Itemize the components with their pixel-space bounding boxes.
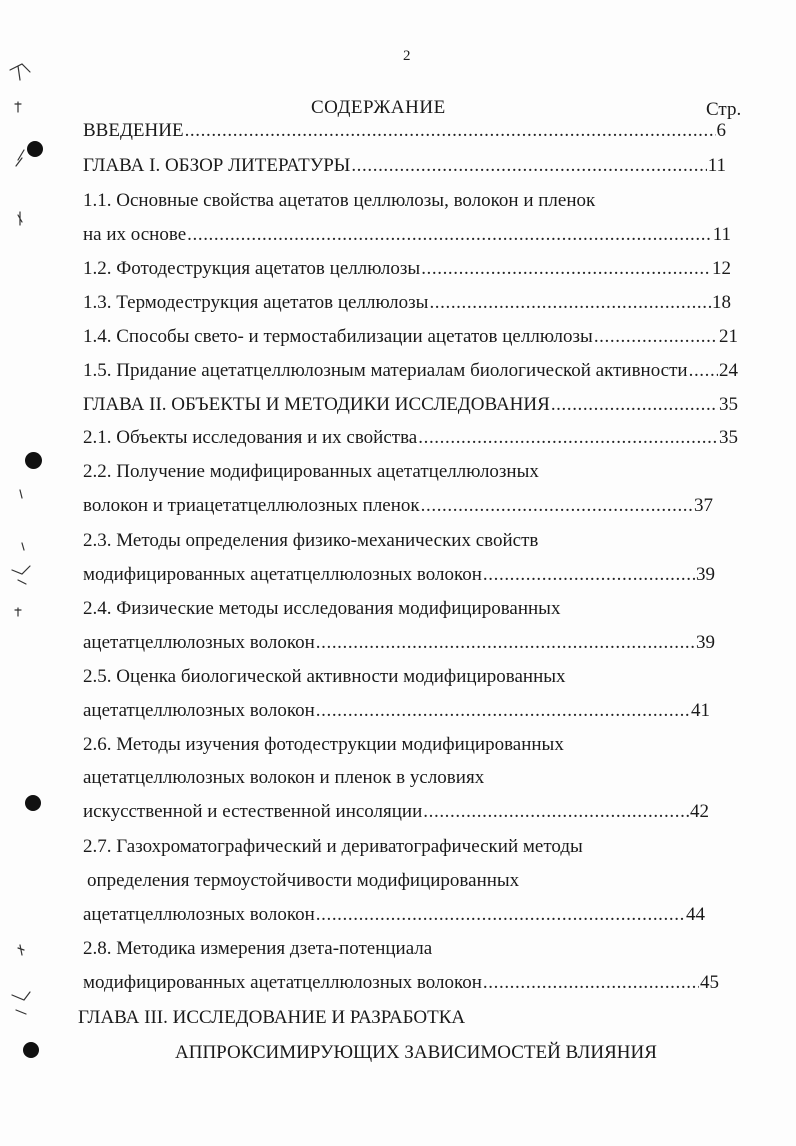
page-column-header: Стр. [706,99,742,120]
toc-entry-page: 11 [707,155,726,176]
toc-entry [83,425,738,451]
toc-leader [483,970,699,996]
toc-entry-text: ацетатцеллюлозных волокон и пленок в условиях [83,767,485,788]
toc-entry [83,834,583,860]
toc-entry-text: ГЛАВА I. ОБЗОР ЛИТЕРАТУРЫ [83,155,351,176]
toc-entry-text: модифицированных ацетатцеллюлозных волокон [83,972,482,993]
toc-entry-text: волокон и триацетатцеллюлозных пленок [83,495,420,516]
toc-entry [83,936,432,962]
toc-entry-page: 42 [690,801,709,822]
toc-entry-text: 2.5. Оценка биологической активности модифицированных [83,666,566,687]
toc-entry-text: 2.1. Объекты исследования и их свойства [83,427,418,448]
toc-entry-page: 41 [691,700,710,721]
toc-entry-text: 1.5. Придание ацетатцеллюлозным материалам биологической активности [83,360,688,381]
toc-leader [429,290,711,316]
toc-leader [316,630,695,656]
toc-entry-page: 11 [712,224,731,245]
toc-entry-page: 6 [716,120,726,141]
toc-entry-text: определения термоустойчивости модифицированных [87,870,520,891]
toc-entry-text: 2.4. Физические методы исследования модифицированных [83,598,561,619]
toc-leader [551,392,718,418]
toc-entry-page: 39 [696,564,715,585]
toc-entry-text: 1.1. Основные свойства ацетатов целлюлозы, волокон и пленок [83,190,596,211]
page-number: 2 [403,48,411,64]
toc-entry-page: 35 [719,427,738,448]
toc-entry-page: 21 [719,326,738,347]
toc-entry [78,1005,465,1031]
toc-entry-page: 35 [719,394,738,415]
toc-leader [594,324,718,350]
toc-entry-text: ВВЕДЕНИЕ [83,120,184,141]
toc-leader [421,256,711,282]
toc-entry [83,596,560,622]
toc-entry-text: искусственной и естественной инсоляции [83,801,423,822]
toc-entry-text: ГЛАВА II. ОБЪЕКТЫ И МЕТОДИКИ ИССЛЕДОВАНИЯ [83,394,550,415]
toc-title: СОДЕРЖАНИЕ [311,97,446,118]
toc-entry-text: 2.8. Методика измерения дзета-потенциала [83,938,433,959]
toc-entry [83,358,738,384]
toc-entry-page: 45 [700,972,719,993]
toc-entry [83,528,538,554]
toc-entry [83,902,705,928]
toc-entry-text: модифицированных ацетатцеллюлозных волокон [83,564,482,585]
toc-entry [83,970,719,996]
toc-entry [175,1040,657,1066]
toc-leader [316,698,690,724]
toc-entry [83,630,715,656]
toc-entry-page: 44 [686,904,705,925]
toc-entry-text: 1.3. Термодеструкция ацетатов целлюлозы [83,292,429,313]
toc-entry-text: ацетатцеллюлозных волокон [83,700,315,721]
toc-leader [423,799,689,825]
toc-entry-text: ГЛАВА III. ИССЛЕДОВАНИЕ И РАЗРАБОТКА [78,1007,466,1028]
toc-entry [83,153,726,179]
toc-leader [421,493,693,519]
toc-entry [83,732,564,758]
toc-entry [87,868,519,894]
toc-entry-page: 37 [694,495,713,516]
toc-entry [83,256,731,282]
toc-entry [83,698,710,724]
toc-entry [83,290,731,316]
toc-entry [83,562,715,588]
toc-entry-text: 2.2. Получение модифицированных ацетатцеллюлозных [83,461,539,482]
toc-entry-text: ацетатцеллюлозных волокон [83,904,315,925]
toc-entry [83,799,709,825]
toc-entry-text: 2.6. Методы изучения фотодеструкции модифицированных [83,734,564,755]
toc-entry-text: ацетатцеллюлозных волокон [83,632,315,653]
margin-specks [0,0,60,1146]
toc-entry-page: 12 [712,258,731,279]
toc-entry-text: 2.7. Газохроматографический и дериватографический методы [83,836,583,857]
toc-entry-page: 18 [712,292,731,313]
toc-entry [83,459,539,485]
toc-leader [187,222,712,248]
toc-entry [83,118,726,144]
toc-entry-page: 39 [696,632,715,653]
toc-entry [83,392,738,418]
toc-entry [83,324,738,350]
toc-entry [83,664,566,690]
toc-leader [483,562,695,588]
toc-entry [83,493,713,519]
toc-leader [418,425,718,451]
toc-leader [351,153,706,179]
toc-entry-page: 24 [719,360,738,381]
toc-entry [83,765,484,791]
toc-entry [83,222,731,248]
toc-entry-text: 1.2. Фотодеструкция ацетатов целлюлозы [83,258,421,279]
toc-entry-text: на их основе [83,224,187,245]
toc-entry-text: 2.3. Методы определения физико-механических свойств [83,530,539,551]
toc-leader [316,902,685,928]
toc-entry [83,188,595,214]
toc-leader [689,358,718,384]
toc-leader [185,118,716,144]
toc-entry-text: 1.4. Способы свето- и термостабилизации ацетатов целлюлозы [83,326,593,347]
toc-entry-text: АППРОКСИМИРУЮЩИХ ЗАВИСИМОСТЕЙ ВЛИЯНИЯ [175,1042,657,1063]
